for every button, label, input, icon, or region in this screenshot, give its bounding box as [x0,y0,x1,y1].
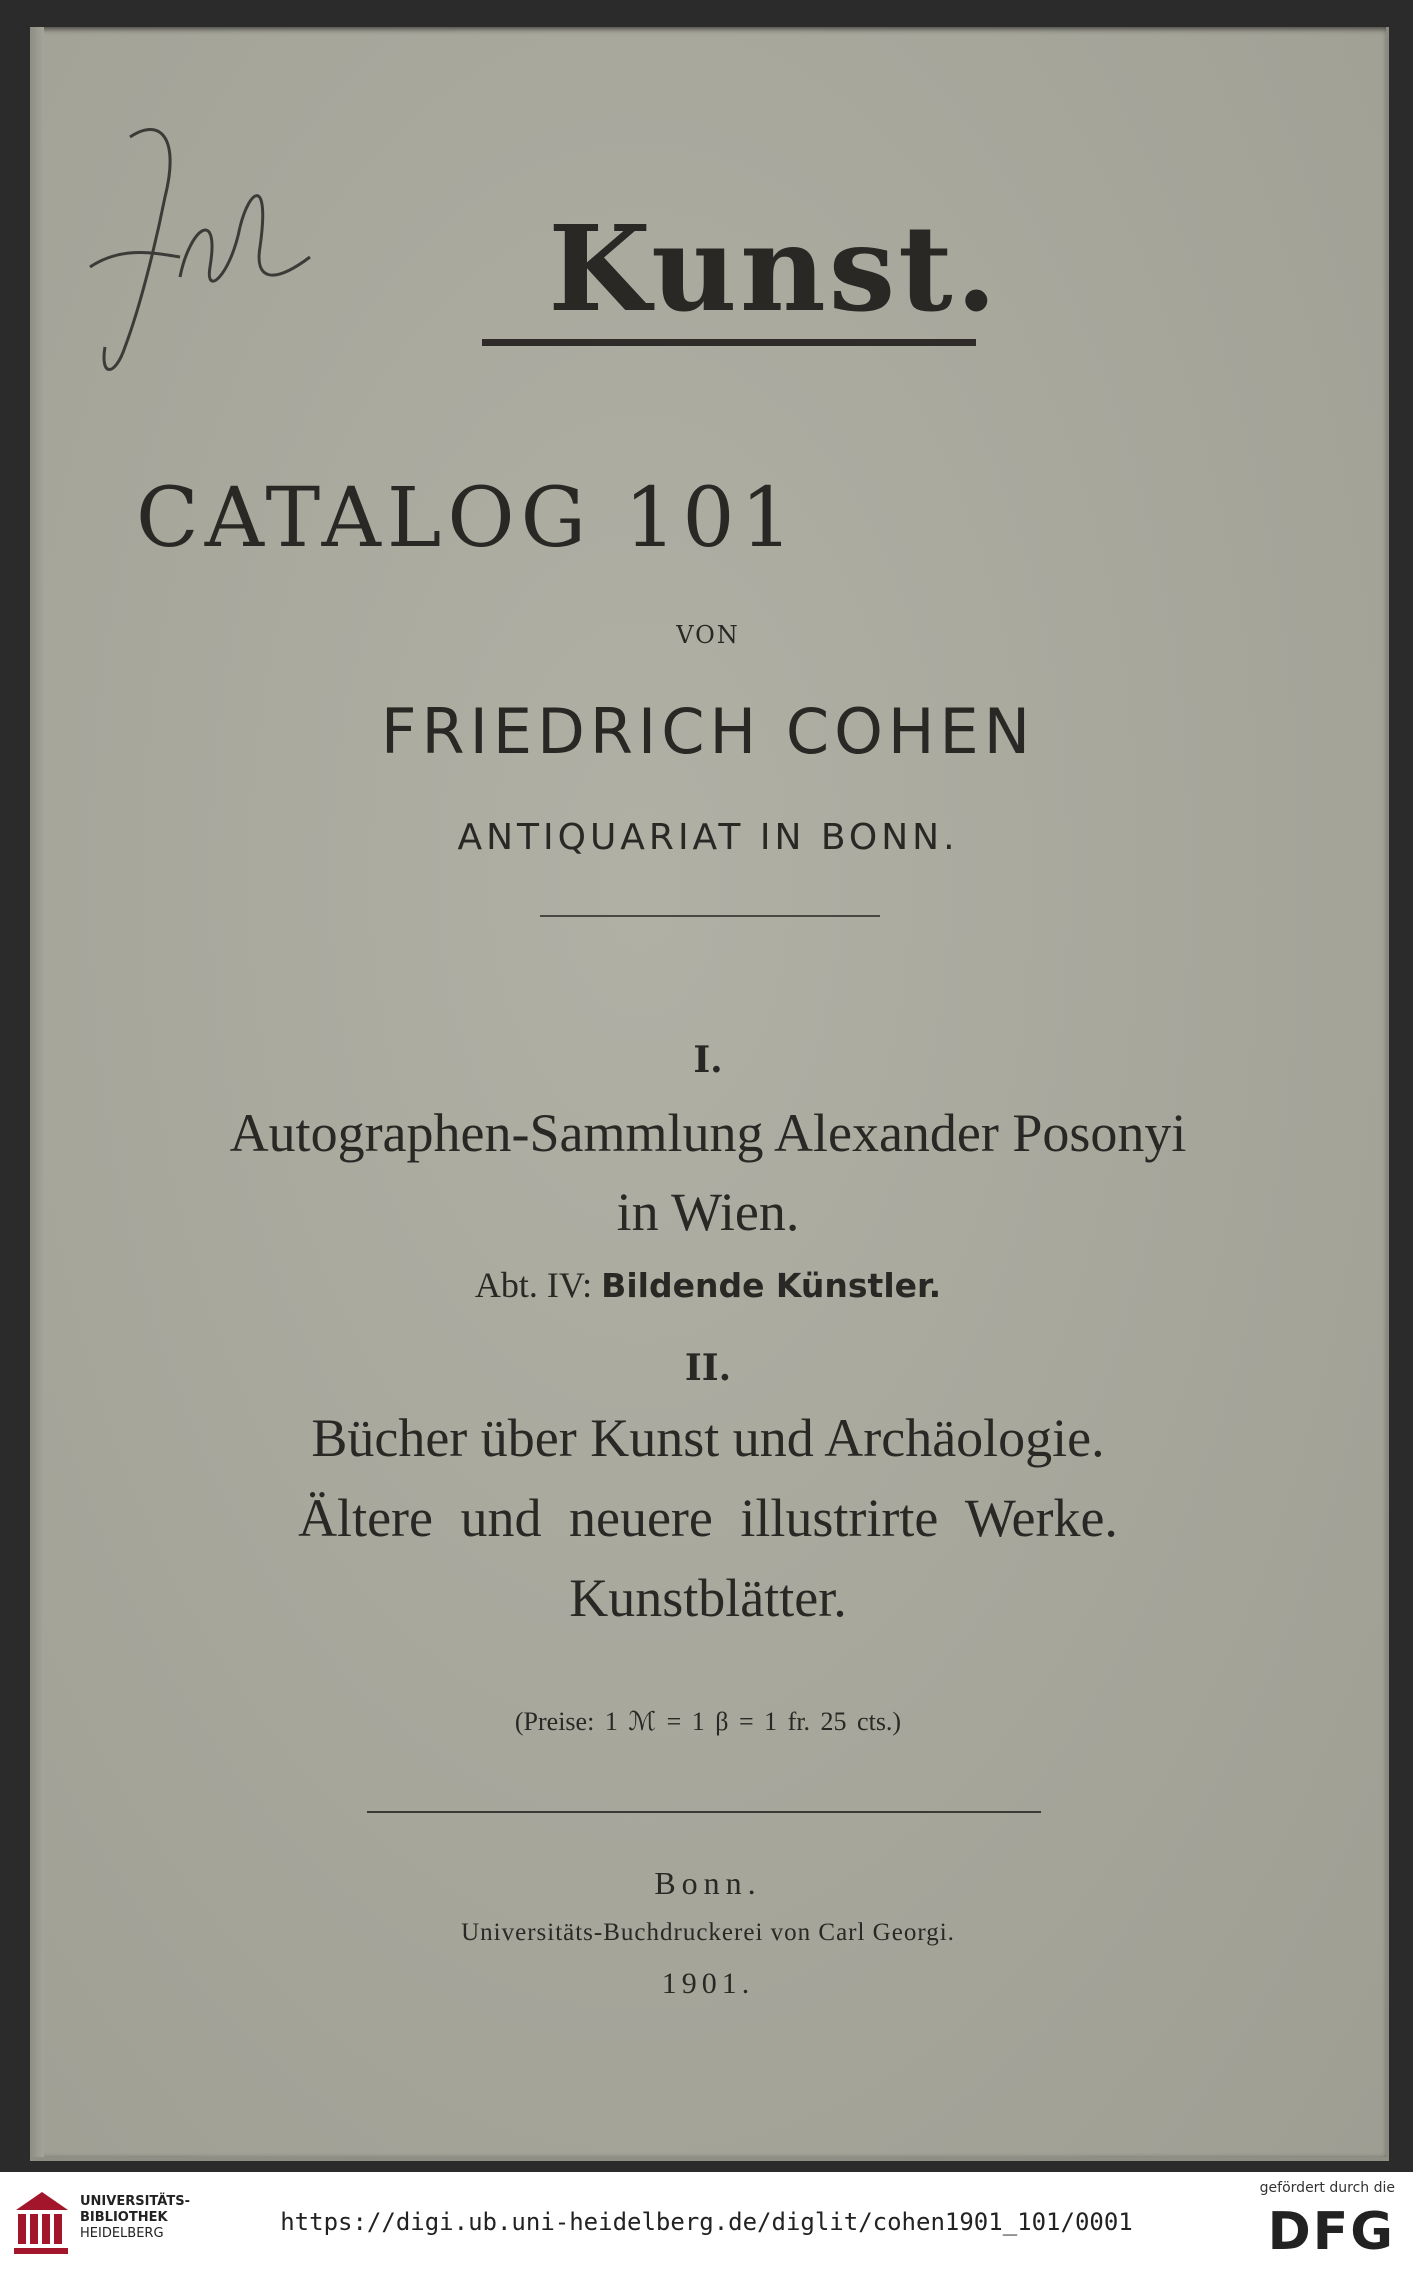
section-1-sub-bold: Bildende Künstler. [601,1266,942,1305]
catalog-number: CATALOG 101 [136,471,799,566]
library-line-3: HEIDELBERG [80,2226,164,2241]
page-edge [30,27,44,2157]
imprint-year: 1901. [661,1967,755,2000]
dfg-logo[interactable]: DFG [1267,2202,1395,2262]
title-underline [482,339,976,346]
publisher-name: FRIEDRICH COHEN [380,695,1036,768]
section-2-line-3: Kunstblätter. [569,1568,847,1628]
imprint-printer: Universitäts-Buchdruckerei von Carl Georgi. [461,1919,955,1946]
funding-note: gefördert durch die [1259,2180,1395,2196]
imprint-divider [367,1811,1041,1813]
von-label: VON [676,621,740,649]
section-1-title: Autographen-Sammlung Alexander Posonyi [229,1103,1187,1163]
library-line-2: BIBLIOTHEK [80,2210,168,2225]
publisher-subtitle: ANTIQUARIAT IN BONN. [457,817,959,858]
catalog-cover-page [30,27,1389,2161]
page-title: Kunst. [548,199,1000,338]
library-line-1: UNIVERSITÄTS- [80,2194,190,2209]
price-note: (Preise: 1 ℳ = 1 β = 1 fr. 25 cts.) [514,1707,902,1736]
section-1-numeral: I. [693,1039,723,1081]
divider [540,915,880,917]
section-1-location: in Wien. [616,1182,800,1242]
section-1-subtitle [30,1264,1386,1306]
imprint-city: Bonn. [654,1865,762,1901]
section-1-sub-prefix: Abt. IV: [474,1265,593,1305]
permalink-url[interactable]: https://digi.ub.uni-heidelberg.de/diglit/cohen1901_101/0001 [280,2208,1133,2236]
section-2-numeral: II. [684,1347,732,1389]
section-2-line-2: Ältere und neuere illustrirte Werke. [298,1488,1118,1548]
viewer-footer [0,2172,1413,2272]
section-2-line-1: Bücher über Kunst und Archäologie. [311,1408,1105,1468]
